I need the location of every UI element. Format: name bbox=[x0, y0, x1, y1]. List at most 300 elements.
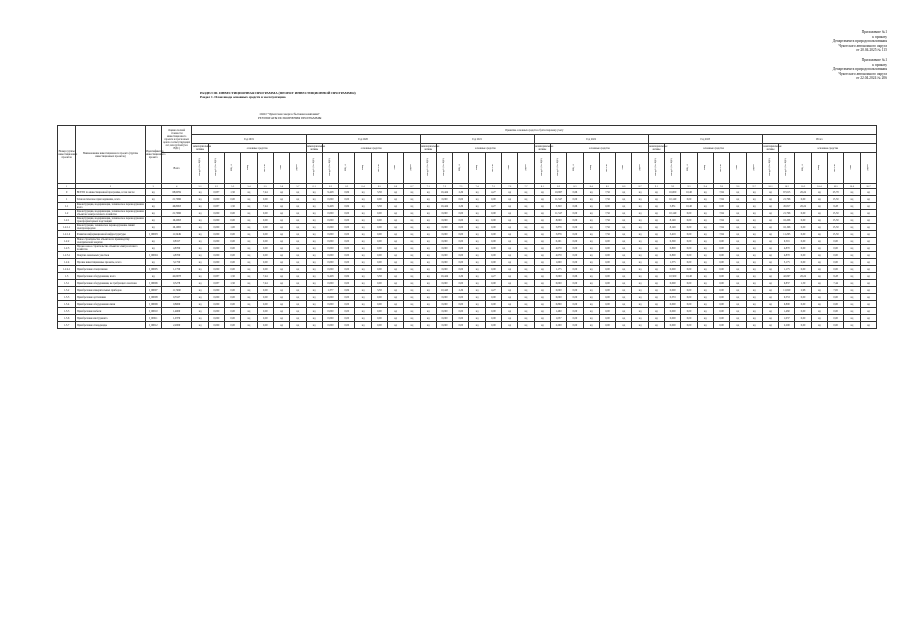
row-value: 0,000 bbox=[322, 224, 338, 231]
row-value: нд bbox=[811, 196, 827, 203]
column-number: 7.7 bbox=[518, 184, 534, 189]
row-value: нд bbox=[616, 238, 632, 245]
row-value: нд bbox=[697, 231, 713, 238]
header-unit bbox=[860, 153, 877, 184]
row-full-cost: 11,5449 bbox=[161, 231, 192, 238]
row-value: нд bbox=[469, 245, 485, 252]
header-unit bbox=[404, 153, 420, 184]
row-value: нд bbox=[241, 315, 257, 322]
row-value: нд bbox=[697, 294, 713, 301]
row-value: нд bbox=[730, 196, 746, 203]
row-value: 0,00 bbox=[681, 224, 697, 231]
row-value: нд bbox=[404, 196, 420, 203]
row-value: нд bbox=[469, 203, 485, 210]
row-value: нд bbox=[616, 308, 632, 315]
row-value: нд bbox=[746, 210, 762, 217]
row-value: 0,00 bbox=[485, 301, 501, 308]
row-value: нд bbox=[616, 252, 632, 259]
row-value: 0,00 bbox=[485, 252, 501, 259]
table-row bbox=[58, 196, 877, 203]
row-value: нд bbox=[388, 231, 404, 238]
row-value: 1,50 bbox=[225, 203, 241, 210]
row-value: 7,56 bbox=[599, 217, 615, 224]
header-unit bbox=[355, 153, 371, 184]
row-value: нд bbox=[241, 252, 257, 259]
column-number: 2 bbox=[76, 184, 145, 189]
row-project-id: I_00008 bbox=[145, 294, 161, 301]
row-value: нд bbox=[420, 210, 436, 217]
row-value: нд bbox=[534, 273, 550, 280]
row-value: 0,00 bbox=[828, 308, 844, 315]
row-project-name: Реконструкция, модернизация, техническое перевооружение всего bbox=[76, 203, 144, 209]
row-value: 4,070 bbox=[550, 245, 566, 252]
row-value: нд bbox=[583, 231, 599, 238]
row-value: нд bbox=[404, 245, 420, 252]
row-value: 0,00 bbox=[599, 245, 615, 252]
row-value: нд bbox=[648, 301, 664, 308]
row-value: нд bbox=[241, 287, 257, 294]
row-value: нд bbox=[502, 245, 518, 252]
row-value: нд bbox=[241, 280, 257, 287]
row-value: 0,00 bbox=[567, 266, 583, 273]
row-value: нд bbox=[355, 301, 371, 308]
unit-label: млн руб. (без НДС) bbox=[328, 158, 331, 177]
column-number: 10.1 bbox=[762, 184, 778, 189]
row-value: 0,00 bbox=[599, 294, 615, 301]
row-value: нд bbox=[534, 231, 550, 238]
row-value: нд bbox=[648, 189, 664, 196]
row-value: 5,876 bbox=[550, 231, 566, 238]
row-value: нд bbox=[192, 231, 208, 238]
row-value: 0,00 bbox=[371, 294, 387, 301]
row-value: нд bbox=[420, 287, 436, 294]
row-value: 0,00 bbox=[567, 259, 583, 266]
unit-label: МВт bbox=[280, 165, 283, 170]
unit-label: млн руб. (без НДС) bbox=[540, 158, 543, 177]
row-value: 0,00 bbox=[681, 294, 697, 301]
row-value: нд bbox=[534, 287, 550, 294]
row-value: нд bbox=[273, 273, 289, 280]
row-value: 0,00 bbox=[795, 231, 811, 238]
row-full-cost: 0,8317 bbox=[161, 238, 192, 245]
header-unit bbox=[306, 153, 322, 184]
row-value: 0,00 bbox=[567, 238, 583, 245]
header-unit bbox=[257, 153, 273, 184]
row-project-id: I_00006 bbox=[145, 280, 161, 287]
row-value: нд bbox=[420, 308, 436, 315]
row-value: 0,00 bbox=[257, 315, 273, 322]
row-value: 0,00 bbox=[599, 238, 615, 245]
row-value: нд bbox=[811, 287, 827, 294]
row-value: нд bbox=[811, 224, 827, 231]
row-value: нд bbox=[192, 224, 208, 231]
row-value: нд bbox=[518, 315, 534, 322]
row-value: 2,200 bbox=[550, 322, 566, 329]
header-unit bbox=[828, 153, 844, 184]
column-number: 7.2 bbox=[436, 184, 452, 189]
row-project-id: нд bbox=[145, 259, 161, 266]
row-value: нд bbox=[273, 245, 289, 252]
row-value: нд bbox=[290, 308, 306, 315]
row-value: нд bbox=[502, 189, 518, 196]
row-value: 0,00 bbox=[828, 294, 844, 301]
row-full-cost: 0,5278 bbox=[161, 280, 192, 287]
row-value: 16,424 bbox=[436, 203, 452, 210]
row-value: нд bbox=[404, 238, 420, 245]
header-unit bbox=[371, 153, 387, 184]
row-value: 0,000 bbox=[322, 266, 338, 273]
row-value: нд bbox=[306, 231, 322, 238]
row-value: нд bbox=[502, 224, 518, 231]
header-project-name: Наименование инвестиционного проекта (группы инвестиционных проектов) bbox=[76, 126, 145, 184]
row-value: нд bbox=[844, 245, 860, 252]
row-value: нд bbox=[306, 273, 322, 280]
row-value: нд bbox=[762, 322, 778, 329]
row-value: 0,000 bbox=[322, 315, 338, 322]
column-number: 4 bbox=[161, 184, 192, 189]
row-project-id: I_00010 bbox=[145, 308, 161, 315]
row-number: 1.2.3.1 bbox=[58, 252, 76, 259]
row-value: 11,820 bbox=[779, 287, 795, 294]
row-value: 3,38 bbox=[371, 273, 387, 280]
row-value: 0,000 bbox=[208, 238, 224, 245]
row-value: 0,000 bbox=[208, 252, 224, 259]
row-value: нд bbox=[534, 315, 550, 322]
row-number: 1.2.3 bbox=[58, 245, 76, 252]
row-value: 0,00 bbox=[485, 245, 501, 252]
row-value: нд bbox=[420, 252, 436, 259]
row-value: нд bbox=[534, 294, 550, 301]
row-value: 0,800 bbox=[665, 252, 681, 259]
row-value: 0,00 bbox=[567, 287, 583, 294]
row-value: 0,00 bbox=[485, 231, 501, 238]
row-value: нд bbox=[746, 217, 762, 224]
row-value: нд bbox=[844, 203, 860, 210]
department-label-2: Департамента природопользования bbox=[832, 67, 887, 72]
row-value: 2,98 bbox=[795, 287, 811, 294]
row-value: 0,00 bbox=[681, 210, 697, 217]
row-value: 0,00 bbox=[485, 224, 501, 231]
row-value: 0,00 bbox=[795, 294, 811, 301]
row-value: нд bbox=[860, 196, 877, 203]
row-number: 1.3.7 bbox=[58, 322, 76, 329]
row-value: 16,196 bbox=[779, 224, 795, 231]
row-value: нд bbox=[534, 210, 550, 217]
row-value: нд bbox=[811, 294, 827, 301]
row-value: 0,00 bbox=[681, 280, 697, 287]
header-full-cost: Оценка полной стоимости инвестиционного проекта в прогнозных ценах соответствующих лет, млн рублей (без НДС) bbox=[161, 126, 192, 153]
row-value: 7,94 bbox=[713, 224, 729, 231]
row-value: 9,428 bbox=[322, 273, 338, 280]
row-value: нд bbox=[534, 301, 550, 308]
row-full-cost: 46,8063 bbox=[161, 203, 192, 210]
row-value: 0,00 bbox=[681, 308, 697, 315]
row-value: нд bbox=[290, 266, 306, 273]
row-value: нд bbox=[648, 266, 664, 273]
row-value: 0,00 bbox=[713, 273, 729, 280]
row-value: нд bbox=[616, 294, 632, 301]
row-value: нд bbox=[355, 259, 371, 266]
row-value: нд bbox=[273, 224, 289, 231]
row-full-cost: 0,5527 bbox=[161, 294, 192, 301]
row-value: 7,56 bbox=[599, 231, 615, 238]
row-value: 0,00 bbox=[713, 252, 729, 259]
row-value: 7,44 bbox=[257, 203, 273, 210]
row-value: 0,00 bbox=[257, 266, 273, 273]
row-project-name: Приобретение инструмента bbox=[76, 315, 145, 322]
row-value: нд bbox=[860, 245, 877, 252]
row-project-id: I_00012 bbox=[145, 322, 161, 329]
row-value: нд bbox=[192, 287, 208, 294]
heading-line-2: Раздел 1. План ввода основных средств в эксплуатацию bbox=[200, 95, 286, 100]
row-value: 0,00 bbox=[453, 266, 469, 273]
row-value: 0,00 bbox=[567, 245, 583, 252]
row-value: нд bbox=[746, 322, 762, 329]
row-value: нд bbox=[306, 217, 322, 224]
row-value: 0,00 bbox=[225, 294, 241, 301]
column-number: 7.5 bbox=[485, 184, 501, 189]
row-full-cost: 1,0370 bbox=[161, 315, 192, 322]
row-value: нд bbox=[534, 224, 550, 231]
row-value: нд bbox=[241, 203, 257, 210]
row-value: нд bbox=[404, 217, 420, 224]
row-value: нд bbox=[730, 189, 746, 196]
row-value: 0,000 bbox=[208, 224, 224, 231]
row-value: 0,00 bbox=[257, 294, 273, 301]
row-value: 3,38 bbox=[371, 189, 387, 196]
unit-label: млн руб. (без НДС) bbox=[785, 158, 788, 177]
row-value: 0,837 bbox=[208, 273, 224, 280]
row-value: 0,00 bbox=[828, 266, 844, 273]
row-value: нд bbox=[420, 280, 436, 287]
row-value: 0,00 bbox=[339, 231, 355, 238]
row-value: нд bbox=[273, 259, 289, 266]
row-value: нд bbox=[860, 224, 877, 231]
row-value: нд bbox=[404, 315, 420, 322]
row-number: 1.3.3 bbox=[58, 294, 76, 301]
row-value: нд bbox=[469, 210, 485, 217]
row-value: нд bbox=[518, 238, 534, 245]
row-value: 0,00 bbox=[339, 217, 355, 224]
row-value: нд bbox=[388, 224, 404, 231]
row-value: 0,00 bbox=[371, 315, 387, 322]
row-value: нд bbox=[746, 245, 762, 252]
row-value: нд bbox=[192, 294, 208, 301]
row-value: 0,00 bbox=[339, 294, 355, 301]
row-value: нд bbox=[388, 259, 404, 266]
row-value: нд bbox=[811, 266, 827, 273]
row-value: нд bbox=[518, 273, 534, 280]
row-value: 0,000 bbox=[322, 322, 338, 329]
row-value: нд bbox=[404, 308, 420, 315]
row-value: 2,29 bbox=[453, 203, 469, 210]
row-value: 4,870 bbox=[779, 252, 795, 259]
row-value: 45,817 bbox=[779, 203, 795, 210]
row-value: 0,00 bbox=[453, 315, 469, 322]
row-value: нд bbox=[583, 203, 599, 210]
row-value: нд bbox=[290, 231, 306, 238]
row-value: 0,00 bbox=[485, 315, 501, 322]
row-value: 0,00 bbox=[453, 196, 469, 203]
row-value: нд bbox=[469, 315, 485, 322]
order-date-label: от 20.04.2025 № 115 bbox=[856, 48, 887, 53]
row-value: нд bbox=[746, 294, 762, 301]
row-value: 4,870 bbox=[779, 245, 795, 252]
row-value: нд bbox=[388, 238, 404, 245]
row-value: 0,000 bbox=[436, 196, 452, 203]
row-value: 0,00 bbox=[257, 217, 273, 224]
row-value: 15,50 bbox=[828, 231, 844, 238]
row-full-cost: 1,1750 bbox=[161, 266, 192, 273]
row-value: нд bbox=[844, 189, 860, 196]
row-project-name: Прочие инвестиционные проекты, всего bbox=[76, 259, 145, 266]
row-value: 0,00 bbox=[485, 210, 501, 217]
row-value: нд bbox=[583, 322, 599, 329]
row-value: нд bbox=[355, 322, 371, 329]
row-value: нд bbox=[534, 196, 550, 203]
row-value: 1,377 bbox=[322, 287, 338, 294]
row-value: 0,553 bbox=[665, 294, 681, 301]
row-value: 0,800 bbox=[550, 301, 566, 308]
row-value: нд bbox=[469, 217, 485, 224]
row-value: нд bbox=[241, 231, 257, 238]
row-value: 0,000 bbox=[436, 301, 452, 308]
header-intangible-assets: нематериальные активы bbox=[421, 145, 440, 151]
row-value: 4,070 bbox=[550, 252, 566, 259]
row-value: нд bbox=[697, 196, 713, 203]
header-unit bbox=[746, 153, 762, 184]
row-value: нд bbox=[648, 322, 664, 329]
row-value: нд bbox=[762, 273, 778, 280]
row-value: нд bbox=[273, 196, 289, 203]
unit-label: млн руб. (без НДС) bbox=[443, 158, 446, 177]
column-number: 1 bbox=[58, 184, 76, 189]
row-value: 0,000 bbox=[322, 259, 338, 266]
row-value: 1,50 bbox=[225, 189, 241, 196]
row-value: нд bbox=[355, 210, 371, 217]
row-value: нд bbox=[860, 210, 877, 217]
row-value: 0,000 bbox=[436, 259, 452, 266]
row-value: нд bbox=[844, 266, 860, 273]
row-value: нд bbox=[290, 322, 306, 329]
row-project-id: I_00005 bbox=[145, 266, 161, 273]
row-value: 0,00 bbox=[371, 238, 387, 245]
row-value: нд bbox=[241, 322, 257, 329]
row-value: нд bbox=[355, 196, 371, 203]
row-value: нд bbox=[746, 308, 762, 315]
row-value: 0,00 bbox=[453, 308, 469, 315]
row-value: нд bbox=[192, 245, 208, 252]
row-project-name: Реконструкция, модернизация, техническое перевооружение трансформаторных подстанций bbox=[76, 217, 144, 223]
row-full-cost: 16,1965 bbox=[161, 224, 192, 231]
row-value: нд bbox=[844, 217, 860, 224]
row-value: 5,000 bbox=[550, 273, 566, 280]
row-value: нд bbox=[746, 280, 762, 287]
row-value: 0,000 bbox=[436, 322, 452, 329]
column-number: 5.1 bbox=[192, 184, 208, 189]
row-number: 1.2.4 bbox=[58, 259, 76, 266]
row-value: нд bbox=[355, 273, 371, 280]
row-value: 0,00 bbox=[453, 238, 469, 245]
row-value: нд bbox=[355, 280, 371, 287]
row-value: нд bbox=[306, 266, 322, 273]
row-value: нд bbox=[469, 231, 485, 238]
row-value: нд bbox=[616, 217, 632, 224]
row-value: нд bbox=[469, 252, 485, 259]
table-row bbox=[58, 259, 877, 266]
unit-label: км ЛЭП bbox=[606, 163, 608, 172]
row-value: 0,00 bbox=[795, 224, 811, 231]
row-number: 1.3 bbox=[58, 273, 76, 280]
row-value: 0,000 bbox=[322, 252, 338, 259]
row-value: 2,29 bbox=[453, 189, 469, 196]
row-value: нд bbox=[746, 301, 762, 308]
row-value: нд bbox=[730, 308, 746, 315]
row-value: 0,00 bbox=[828, 238, 844, 245]
row-value: 0,00 bbox=[599, 266, 615, 273]
row-value: нд bbox=[730, 301, 746, 308]
row-value: нд bbox=[518, 308, 534, 315]
row-value: 0,00 bbox=[713, 280, 729, 287]
column-number: 9.6 bbox=[730, 184, 746, 189]
row-value: нд bbox=[404, 273, 420, 280]
row-project-name: Реконструкция, модернизация, техническое перевооружение объектов электросетевого хозяйства bbox=[76, 210, 144, 216]
row-value: нд bbox=[583, 245, 599, 252]
row-value: 0,00 bbox=[257, 259, 273, 266]
row-value: 0,69 bbox=[339, 273, 355, 280]
to-order-label-2: к приказу bbox=[872, 62, 887, 67]
row-project-name: Приобретение оргтехники bbox=[76, 294, 145, 301]
row-value: 0,00 bbox=[257, 308, 273, 315]
row-value: нд bbox=[192, 210, 208, 217]
row-number: 1.2.1.2 bbox=[58, 231, 76, 238]
unit-label: Мвар bbox=[247, 164, 250, 170]
table-row bbox=[58, 322, 877, 329]
row-value: 0,00 bbox=[599, 287, 615, 294]
row-value: нд bbox=[762, 203, 778, 210]
unit-label: Мвар bbox=[475, 164, 478, 170]
column-number: 5.6 bbox=[273, 184, 289, 189]
row-value: нд bbox=[518, 189, 534, 196]
row-value: нд bbox=[273, 322, 289, 329]
row-value: нд bbox=[273, 294, 289, 301]
row-value: 0,00 bbox=[225, 259, 241, 266]
row-full-cost: 0,8000 bbox=[161, 301, 192, 308]
row-value: 0,000 bbox=[436, 238, 452, 245]
unit-label: млн руб. (без НДС) bbox=[557, 158, 560, 177]
header-year: Год 2023 bbox=[648, 135, 762, 144]
row-value: 1,50 bbox=[795, 280, 811, 287]
row-value: 0,00 bbox=[257, 322, 273, 329]
row-value: 8,149 bbox=[665, 217, 681, 224]
row-value: нд bbox=[518, 280, 534, 287]
row-value: 0,00 bbox=[339, 245, 355, 252]
row-value: нд bbox=[502, 231, 518, 238]
row-value: 0,000 bbox=[550, 294, 566, 301]
row-value: нд bbox=[860, 238, 877, 245]
row-value: нд bbox=[616, 231, 632, 238]
row-value: 1,600 bbox=[550, 259, 566, 266]
row-value: нд bbox=[469, 273, 485, 280]
row-value: нд bbox=[420, 203, 436, 210]
row-value: нд bbox=[518, 210, 534, 217]
row-value: нд bbox=[420, 301, 436, 308]
row-value: нд bbox=[355, 308, 371, 315]
row-value: нд bbox=[648, 203, 664, 210]
row-value: 2,200 bbox=[779, 322, 795, 329]
row-value: нд bbox=[502, 287, 518, 294]
row-value: нд bbox=[388, 189, 404, 196]
